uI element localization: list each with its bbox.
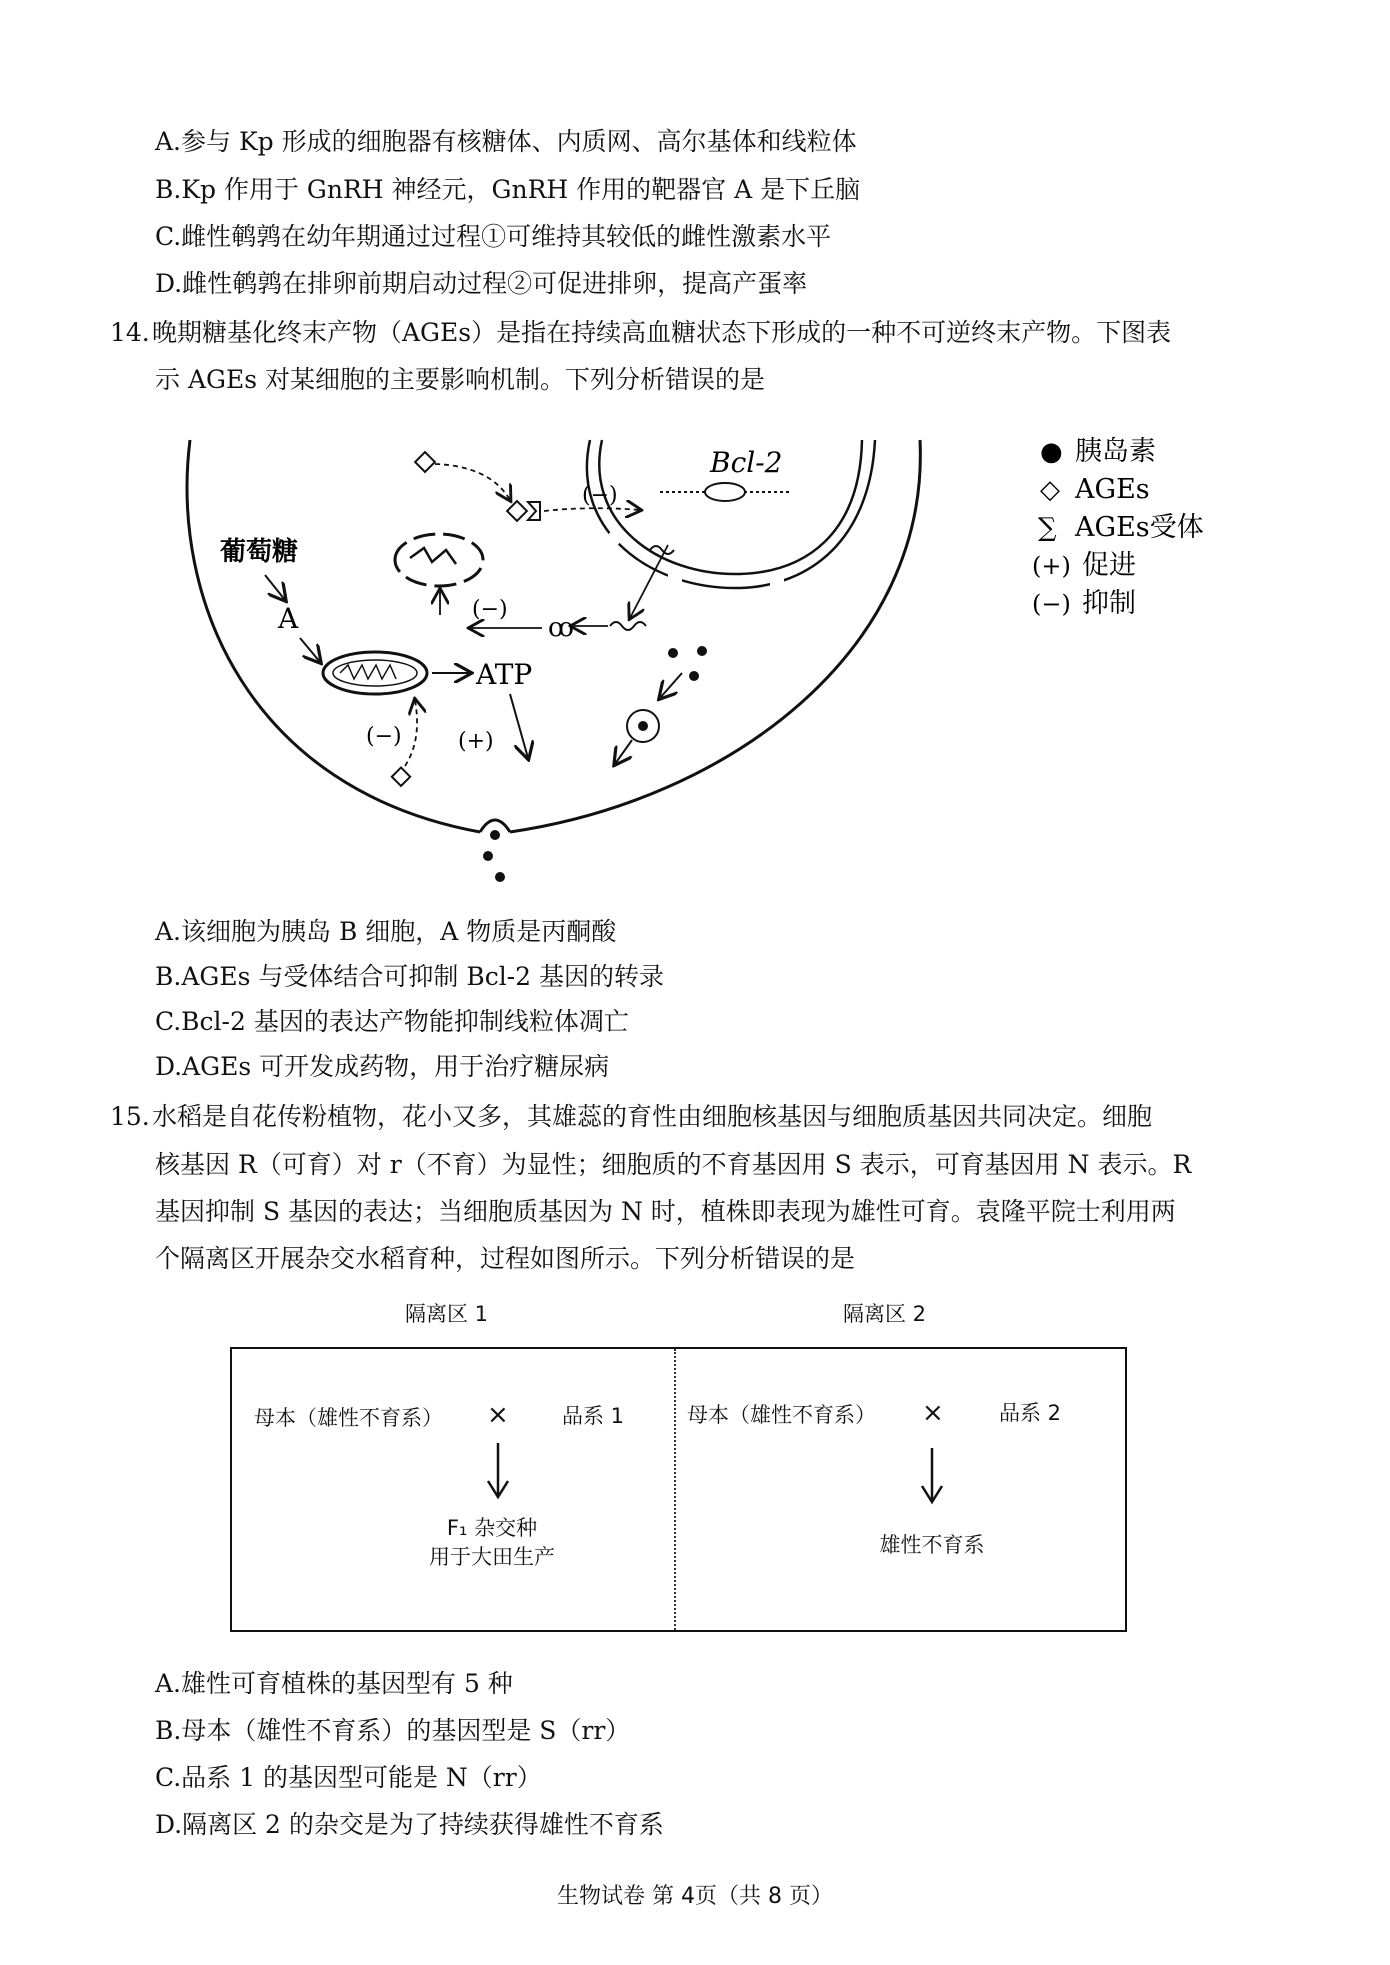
zone2-cross: × <box>922 1398 944 1428</box>
q13-option-a: A.参与 Kp 形成的细胞器有核糖体、内质网、高尔基体和线粒体 <box>155 127 857 156</box>
bcl2-gene <box>660 446 790 501</box>
legend-text-inhibit: 抑制 <box>1082 588 1136 619</box>
q15-stem-line2: 核基因 R（可育）对 r（不育）为显性；细胞质的不育基因用 S 表示，可育基因用 N 表示。R <box>155 1150 1192 1179</box>
q15-option-c: C.品系 1 的基因型可能是 N（rr） <box>155 1763 542 1792</box>
legend-text-promote: 促进 <box>1082 550 1136 581</box>
zone1-arrow-icon <box>485 1441 511 1501</box>
legend-symbol-promote: (+) <box>1032 552 1071 580</box>
zone2-result: 雄性不育系 <box>879 1533 985 1557</box>
zone1-result-line2: 用于大田生产 <box>429 1545 555 1569</box>
q14-stem-line1: 晚期糖基化终末产物（AGEs）是指在持续高血糖状态下形成的一种不可逆终末产物。下图表 <box>152 318 1172 347</box>
promote-mark: (+) <box>458 729 494 754</box>
legend-text-receptor: AGEs受体 <box>1075 512 1204 543</box>
zone2-mother: 母本（雄性不育系） <box>687 1403 876 1427</box>
zone-divider <box>674 1349 676 1630</box>
q13-option-c: C.雌性鹌鹑在幼年期通过过程①可维持其较低的雌性激素水平 <box>155 222 832 251</box>
q14-option-b: B.AGEs 与受体结合可抑制 Bcl-2 基因的转录 <box>155 962 664 991</box>
zone1-line: 品系 1 <box>562 1404 625 1428</box>
legend-symbol-ages: ◇ <box>1040 475 1060 505</box>
zone2-line: 品系 2 <box>999 1401 1062 1425</box>
ages-diamond-bound <box>507 501 527 521</box>
q15-option-b: B.母本（雄性不育系）的基因型是 S（rr） <box>155 1716 631 1745</box>
zone1-mother: 母本（雄性不育系） <box>254 1406 443 1430</box>
legend-text-ages: AGEs <box>1075 474 1150 505</box>
ages-diamond-outer <box>415 452 435 472</box>
zone1-title: 隔离区 1 <box>405 1302 489 1326</box>
damaged-mitochondrion <box>395 534 483 586</box>
q15-stem-line3: 基因抑制 S 基因的表达；当细胞质基因为 N 时，植株即表现为雄性可育。袁隆平院士利用两 <box>155 1197 1176 1226</box>
zone1-result-line1: F₁ 杂交种 <box>446 1516 538 1540</box>
ages-diamond-inner <box>392 768 410 786</box>
ages-receptor-icon <box>528 502 540 520</box>
q15-stem-line4: 个隔离区开展杂交水稻育种，过程如图所示。下列分析错误的是 <box>155 1244 856 1273</box>
inhibit-mark-1: (−) <box>472 597 508 622</box>
q14-number: 14. <box>110 318 150 347</box>
q14-stem-line2: 示 AGEs 对某细胞的主要影响机制。下列分析错误的是 <box>155 365 765 394</box>
q15-stem-line1: 水稻是自花传粉植物，花小又多，其雄蕊的育性由细胞核基因与细胞质基因共同决定。细胞 <box>152 1102 1153 1131</box>
q13-option-d: D.雌性鹌鹑在排卵前期启动过程②可促进排卵，提高产蛋率 <box>155 269 808 298</box>
inhibit-mark-3: (−) <box>366 724 402 749</box>
breeding-diagram-box <box>230 1347 1127 1632</box>
q14-option-a: A.该细胞为胰岛 B 细胞，A 物质是丙酮酸 <box>155 917 617 946</box>
q15-number: 15. <box>110 1102 150 1131</box>
atp-label: ATP <box>476 658 533 691</box>
q15-option-d: D.隔离区 2 的杂交是为了持续获得雄性不育系 <box>155 1810 664 1839</box>
inhibit-mark-2: (−) <box>582 483 618 508</box>
bcl2-protein-icon: ꝏ <box>548 613 574 643</box>
zone2-title: 隔离区 2 <box>843 1302 927 1326</box>
bcl2-label: Bcl-2 <box>710 446 783 479</box>
legend-text-insulin: 胰岛素 <box>1075 436 1156 467</box>
glucose-label: 葡萄糖 <box>220 537 299 567</box>
legend-symbol-inhibit: (−) <box>1032 590 1071 618</box>
zone2-arrow-icon <box>919 1446 945 1506</box>
legend-symbol-insulin: ● <box>1040 437 1063 467</box>
q14-cell-diagram <box>170 430 1250 890</box>
q14-option-c: C.Bcl-2 基因的表达产物能抑制线粒体凋亡 <box>155 1007 629 1036</box>
legend-symbol-receptor: ∑ <box>1038 513 1057 543</box>
zone1-cross: × <box>487 1400 509 1430</box>
legend <box>1032 436 1204 619</box>
q14-option-d: D.AGEs 可开发成药物，用于治疗糖尿病 <box>155 1052 610 1081</box>
a-label: A <box>278 602 299 635</box>
healthy-mitochondrion <box>323 652 427 694</box>
page-footer: 生物试卷 第 4页（共 8 页） <box>557 1884 833 1909</box>
q15-option-a: A.雄性可育植株的基因型有 5 种 <box>155 1669 513 1698</box>
q13-option-b: B.Kp 作用于 GnRH 神经元，GnRH 作用的靶器官 A 是下丘脑 <box>155 175 861 204</box>
